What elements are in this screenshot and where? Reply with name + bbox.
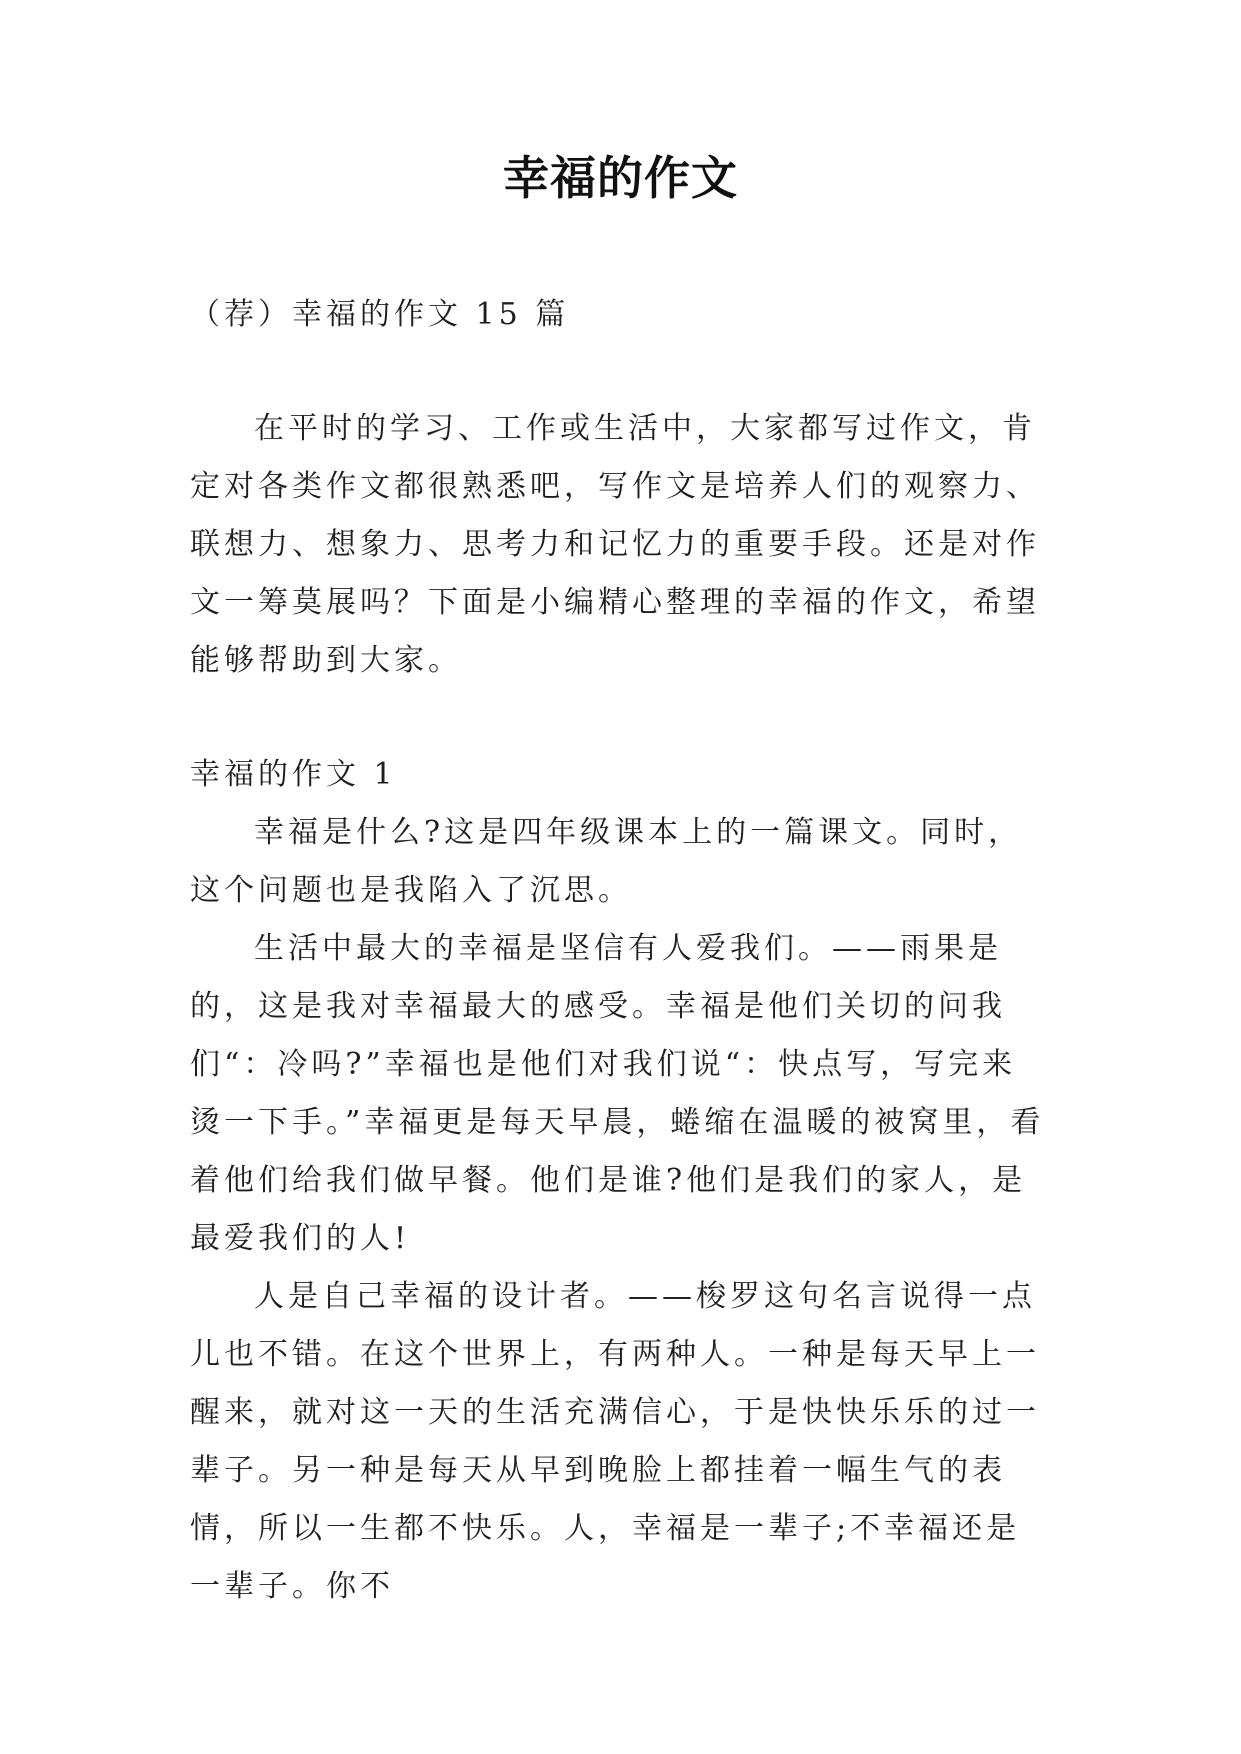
body-paragraph: 人是自己幸福的设计者。——梭罗这句名言说得一点儿也不错。在这个世界上，有两种人。一种是每天早上一醒来，就对这一天的生活充满信心，于是快快乐乐的过一辈子。另一种是每天从早到晚脸上都挂着一幅生气的表情，所以一生都不快乐。人，幸福是一辈子;不幸福还是一辈子。你不 bbox=[190, 1279, 1040, 1604]
intro-paragraph: 在平时的学习、工作或生活中，大家都写过作文，肯定对各类作文都很熟悉吧，写作文是培养人们的观察力、联想力、想象力、思考力和记忆力的重要手段。还是对作文一筹莫展吗？下面是小编精心整理的幸福的作文，希望能够帮助到大家。 bbox=[190, 411, 1040, 678]
section-heading: 幸福的作文 1 bbox=[190, 757, 397, 792]
document-title: 幸福的作文 bbox=[503, 151, 738, 205]
body-paragraph: 生活中最大的幸福是坚信有人爱我们。——雨果是的，这是我对幸福最大的感受。幸福是他们关切的问我们“：冷吗?”幸福也是他们对我们说“：快点写，写完来烫一下手。”幸福更是每天早晨，蜷缩在温暖的被窝里，看着他们给我们做早餐。他们是谁?他们是我们的家人，是最爱我们的人! bbox=[190, 931, 1045, 1256]
document-subtitle: （荐）幸福的作文 15 篇 bbox=[190, 297, 570, 332]
document-body bbox=[190, 286, 1050, 1616]
body-paragraph: 幸福是什么?这是四年级课本上的一篇课文。同时，这个问题也是我陷入了沉思。 bbox=[190, 815, 1023, 908]
